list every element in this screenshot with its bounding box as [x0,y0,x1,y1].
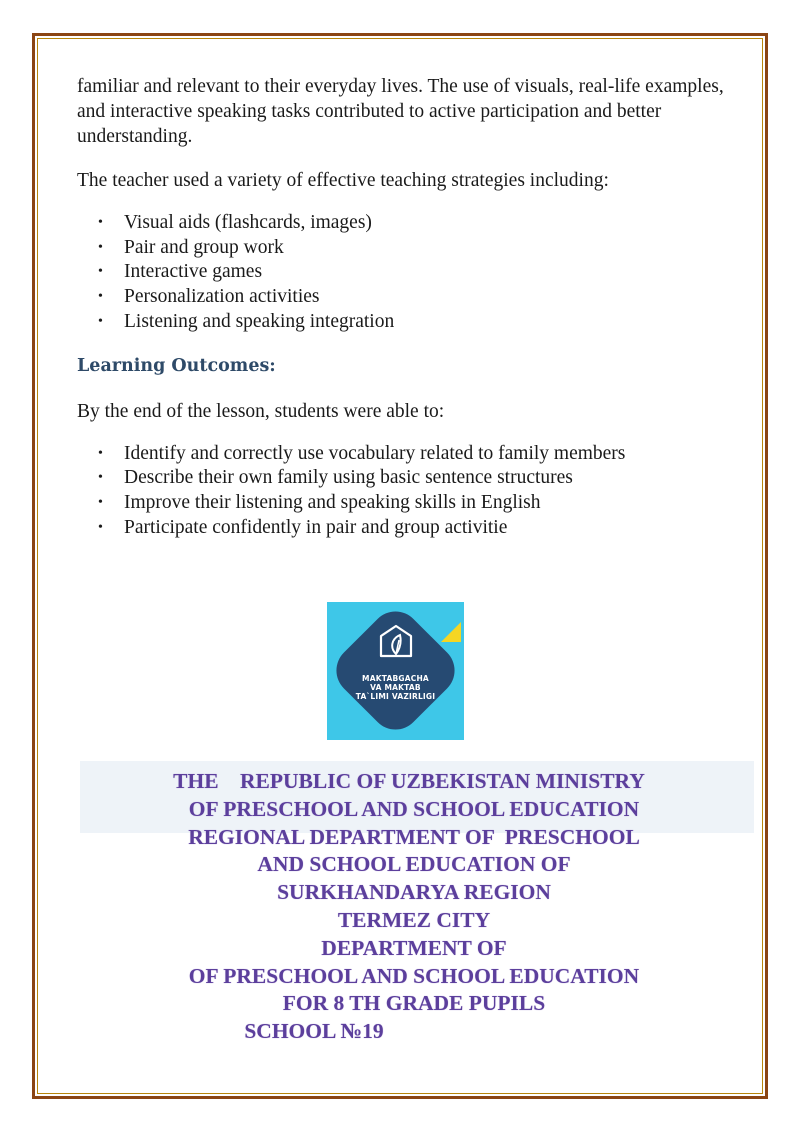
list-item: • Interactive games [77,260,737,285]
list-item: • Describe their own family using basic sentence structures [77,466,737,491]
outcomes-intro: By the end of the lesson, students were able to: [77,400,445,422]
logo-text-line: TA`LIMI VAZIRLIGI [355,692,436,701]
heading-line: SURKHANDARYA REGION [277,880,551,905]
book-leaf-icon [375,622,417,664]
heading-line: REGIONAL DEPARTMENT OF PRESCHOOL [188,824,640,849]
list-item: • Identify and correctly use vocabulary related to family members [77,442,737,467]
logo-text-line: MAKTABGACHA [362,674,429,683]
heading-line: DEPARTMENT OF [321,935,507,960]
strategies-intro: The teacher used a variety of effective teaching strategies including: [77,170,609,191]
outcomes-list [77,442,737,541]
strategies-list [77,211,737,335]
list-item: • Pair and group work [77,236,737,261]
ministry-logo [327,602,464,740]
heading-line: FOR 8 TH GRADE PUPILS [282,991,546,1016]
logo-text [327,674,464,701]
learning-outcomes-heading: Learning Outcomes: [77,355,276,376]
logo-text-line: VA MAKTAB [370,683,421,692]
list-item: • Personalization activities [77,285,737,310]
logo-accent-triangle [441,622,461,642]
list-item: • Visual aids (flashcards, images) [77,211,737,236]
heading-line: AND SCHOOL EDUCATION OF [257,852,571,877]
list-item: • Listening and speaking integration [77,310,737,335]
heading-line: OF PRESCHOOL AND SCHOOL EDUCATION [188,963,640,988]
school-number: SCHOOL №19 [244,1019,384,1044]
ministry-heading [77,768,751,1046]
page-content [77,74,737,540]
list-item: • Participate confidently in pair and group activitie [77,516,737,541]
heading-line: TERMEZ CITY [337,907,491,932]
intro-paragraph: familiar and relevant to their everyday lives. The use of visuals, real-life examples, and interactive speaking tasks contributed to active participation and better understanding. [77,76,724,147]
heading-line: OF PRESCHOOL AND SCHOOL EDUCATION [188,796,640,821]
heading-line: THE REPUBLIC OF UZBEKISTAN MINISTRY [173,769,645,793]
list-item: • Improve their listening and speaking skills in English [77,491,737,516]
